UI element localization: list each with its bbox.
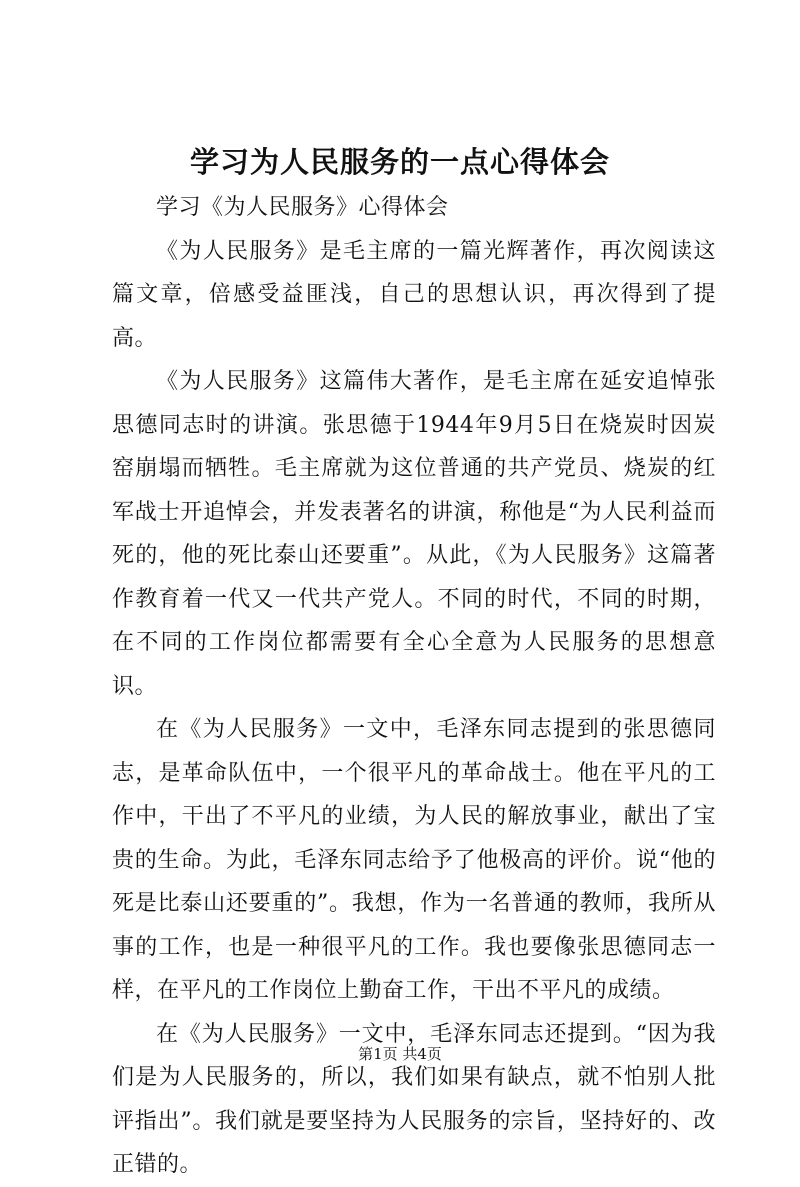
body-paragraph: 在《为人民服务》一文中，毛泽东同志还提到。“因为我们是为人民服务的，所以，我们如果有缺点，就不怕别人批评指出”。我们就是要坚持为人民服务的宗旨，坚持好的、改正错的。: [112, 1021, 716, 1177]
body-paragraph: 《为人民服务》这篇伟大著作，是毛主席在延安追悼张思德同志时的讲演。张思德于1944年9月5日在烧炭时因炭窑崩塌而牺牲。毛主席就为这位普通的共产党员、烧炭的红军战士开追悼会，并发表著名的讲演，称他是“为人民利益而死的，他的死比泰山还要重”。从此，《为人民服务》这篇著作教育着一代又一代共产党人。不同的时代，不同的时期，在不同的工作岗位都需要有全心全意为人民服务的思想意识。: [112, 369, 716, 699]
subtitle-paragraph: 学习《为人民服务》心得体会: [156, 195, 449, 220]
page-footer: 第1页 共4页: [358, 1045, 442, 1063]
body-paragraph: 在《为人民服务》一文中，毛泽东同志提到的张思德同志，是革命队伍中，一个很平凡的革命战士。他在平凡的工作中，干出了不平凡的业绩，为人民的解放事业，献出了宝贵的生命。为此，毛泽东同志给予了他极高的评价。说“他的死是比泰山还要重的”。我想，作为一名普通的教师，我所从事的工作，也是一种很平凡的工作。我也要像张思德同志一样，在平凡的工作岗位上勤奋工作，干出不平凡的成绩。: [112, 717, 716, 1003]
document-body: [112, 186, 716, 1187]
body-paragraph: 《为人民服务》是毛主席的一篇光辉著作，再次阅读这篇文章，倍感受益匪浅，自己的思想认识，再次得到了提高。: [112, 238, 716, 351]
page-title: 学习为人民服务的一点心得体会: [189, 145, 610, 179]
